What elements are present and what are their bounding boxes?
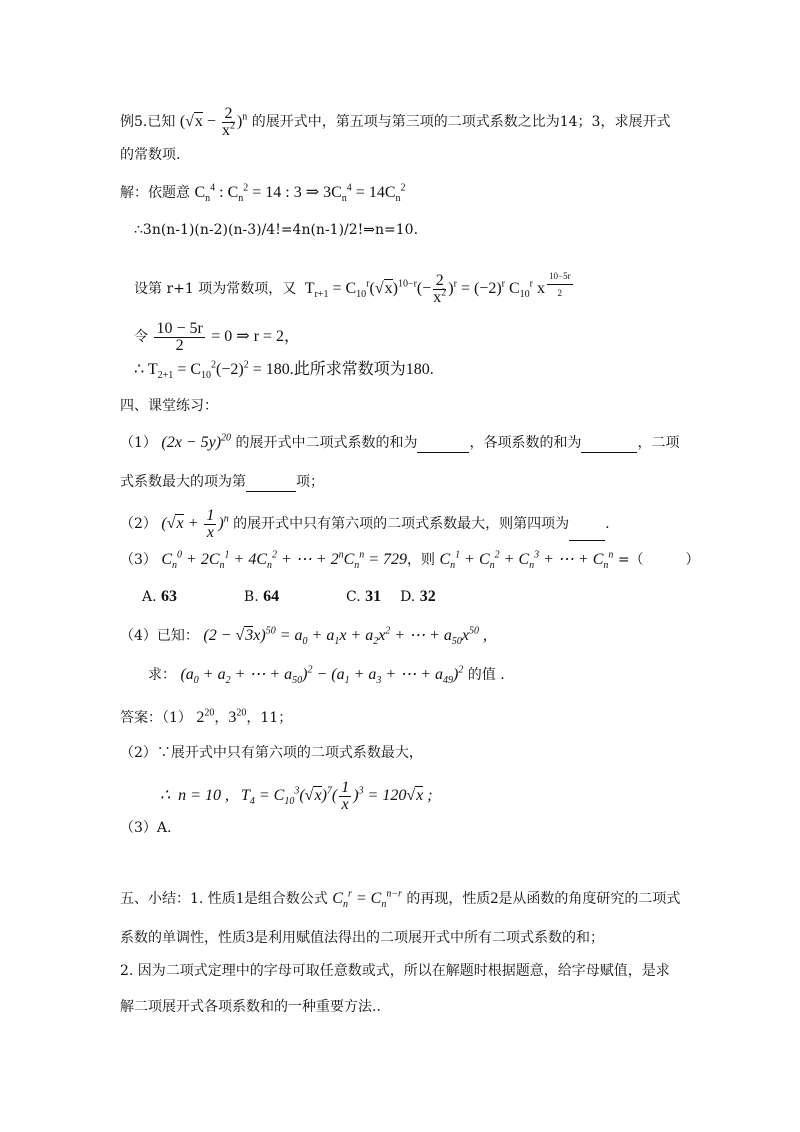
a2-number: （2） [120,745,157,761]
a1-end: ，11； [246,710,293,726]
a2-text: ∵展开式中只有第六项的二项式系数最大， [156,745,423,761]
summary-line-1: 五、小结：1. 性质1是组合数公式 $C_n^r = C_n^{n-r}$ 的再现，性质2是从函数的角度研究的二项式 [120,888,681,911]
option-a-value: 63 [161,588,178,605]
formula-t3: ∴ $T_{2+1} = C_{10}^2(-2)^2$ [134,359,249,382]
solution-text: 依题意 [148,185,190,201]
solution-line3-text: 设第 r+1 项为常数项，又 [134,281,297,298]
q3-mid: ，则 [407,552,436,568]
example-title: 例5. [120,114,148,131]
solution-line-1 [120,183,406,203]
q2-end: . [605,516,610,533]
solution-line-4: 令 $\frac{10 - 5r}{2}$ = 0 ⇒ r = 2， [134,320,301,354]
option-b-value: 64 [263,588,280,605]
formula-q3-sum: $C_n^0 + 2C_n^1 + 4C_n^2$ + ⋯ + $2^nC_n^n = 729$ [161,549,408,572]
solution-line4-prefix: 令 [134,329,148,346]
formula-a2: ∴ n = 10 , $T_4 = C_{10}^3(√x)^7$( $\frac{1}{x}$ )$^3$ = 120√x ; [160,779,433,813]
formula-summary: $C_n^r = C_n^{n-r}$ [332,888,402,911]
solution-line5-suffix: = 180.此所求常数项为180. [252,361,434,378]
q1-end: ，二项 [637,435,680,451]
q1-blank-3[interactable] [246,477,296,492]
option-c-value: 31 [365,588,382,605]
summary-line2-prefix: 系数的单调性，性质 [120,930,246,946]
practice-q4-ask [148,665,505,685]
a1-value-1: $2^{20}$ [196,707,215,726]
answers-line-4: （3）A. [120,820,172,836]
answers-label: 答案： [120,710,162,726]
practice-q1-line2 [120,472,324,492]
formula-q2: (√x + $\frac{1}{x}$ )$^n$ [161,507,229,541]
q4-ask: 求： [148,667,176,683]
summary-line-4: 解二项展开式各项系数和的一种重要方法.. [120,999,381,1015]
option-d-label: D. [400,589,416,605]
solution-line-5 [134,360,434,380]
q1-mid: ，各项系数的和为 [469,435,582,451]
solution-line-3 [134,268,575,306]
answers-line-3 [160,780,433,813]
q4-end: 的值 . [467,667,505,683]
summary-prefix: 五、小结：1. 性质 [120,891,236,907]
q1-line2-end: 项； [296,474,324,490]
formula-q4: $(2 - √3x)^{50} = a_0 + a_1x + a_2x^2$ + ⋯ + $a_{50}x^{50}$ , [203,625,488,648]
practice-q2 [120,508,610,541]
formula-q1: $(2x - 5y)^{20}$ [161,432,232,451]
formula-binomial: (√x − $\frac{2}{x^2}$ )$^n$ [179,105,248,139]
summary-line2-end: 是利用赋值法得出的二项展开式中所有二项式系数的和； [254,930,604,946]
a1-sep: ， [214,710,229,726]
q4-number: （4） [120,628,157,644]
example-suffix: 的展开式中，第五项与第三项的二项式系数之比为14；3，求展开式 [251,114,671,131]
q3-number: （3） [120,552,157,568]
option-b-label: B. [243,589,259,605]
solution-line4-suffix: = 0 ⇒ r = 2， [211,328,301,346]
answers-line-2 [120,743,423,763]
summary-line-3: 2. 因为二项式定理中的字母可取任意数或式，所以在解题时根据题意，给字母赋值，是求 [120,963,670,979]
a1-value-2: $3^{20}$ [228,707,247,726]
q1-number: （1） [120,435,157,451]
option-d-value: 32 [419,588,436,605]
option-a-label: A. [142,589,157,605]
formula-q4-ask: ($a_0 + a_2$ + ⋯ + $a_{50})^2 - (a_1 + a_3$ + ⋯ + $a_{49})^2$ [180,664,464,687]
option-c-label: C. [346,589,361,605]
practice-q4 [120,626,487,646]
summary-mid2: 的再现，性质 [406,891,491,907]
q1-blank-2[interactable] [581,438,637,453]
q3-end: =（ ） [617,552,700,568]
example-line-1 [120,106,670,139]
answers-line-1 [120,708,292,728]
example-prefix: 已知 [147,114,176,131]
formula-general-term: $T_{r+1} = C_{10}^r(√x)^{10-r}(-$ $\frac{2}{x^2}$ )$^r = (-2)^r$ $C_{10}^r$ x $^{\frac{10-5r}{2}}$ [301,280,575,297]
q4-text: 已知： [156,628,199,644]
summary-line-2: 系数的单调性，性质3是利用赋值法得出的二项展开式中所有二项式系数的和； [120,929,604,946]
practice-q3 [120,550,700,570]
a1-number: （1） [162,710,192,726]
q1-blank-1[interactable] [417,438,469,453]
practice-q1-line1 [120,433,679,453]
q2-blank[interactable] [569,526,605,541]
formula-ratio: $C_n^4$ : $C_n^2 = 14$ : 3 ⇒ $3C_n^4 = 14C_n^2$ [194,182,406,205]
example-line-2: 的常数项. [120,147,181,163]
formula-q3-target: $C_n^1 + C_n^2 + C_n^3$ + ⋯ + $C_n^n$ [439,549,614,572]
summary-mid: 是组合数公式 [243,891,328,907]
q1-text: 的展开式中二项式系数的和为 [235,435,418,451]
q2-text: 的展开式中只有第六项的二项式系数最大，则第四项为 [233,516,570,533]
q2-number: （2） [120,516,157,533]
solution-line-2: ∴3n(n-1)(n-2)(n-3)/4!=4n(n-1)/2!⇒n=10. [134,222,419,238]
q3-options [142,587,436,607]
solution-label: 解： [120,185,148,201]
summary-end: 是从函数的角度研究的二项式 [498,891,681,907]
q1-line2: 式系数最大的项为第 [120,474,246,490]
practice-heading: 四、课堂练习： [120,398,218,414]
